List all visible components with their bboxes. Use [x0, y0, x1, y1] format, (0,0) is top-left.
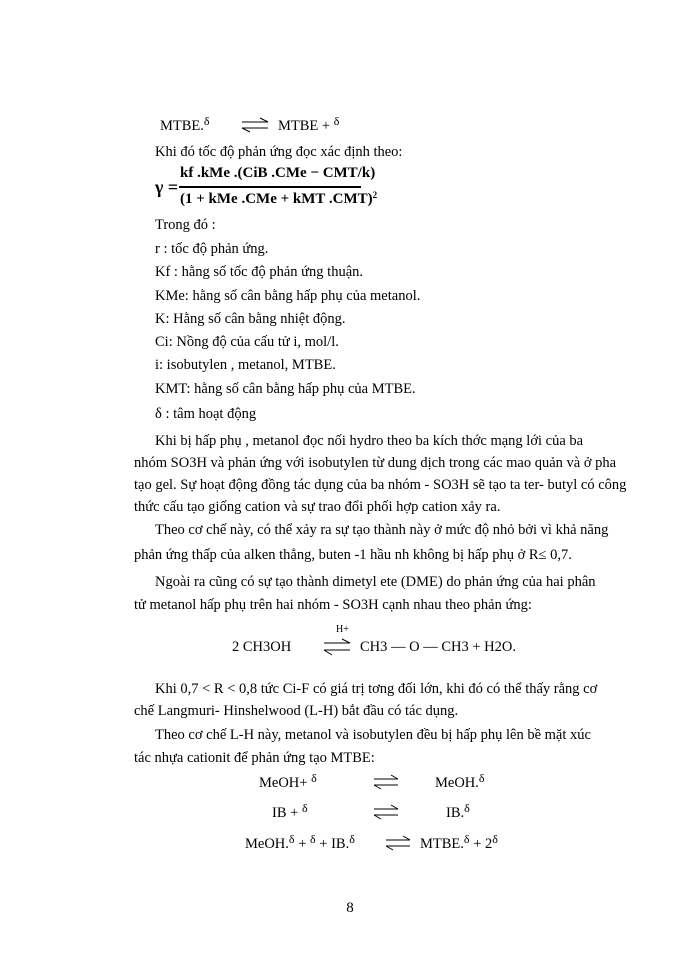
para2-line2: phản ứng thấp của alken thẳng, buten -1 hầu nh không bị hấp phụ ở R≤ 0,7.: [134, 547, 572, 563]
lh-eq3-left: MeOH.$^\delta$ + $^\delta$ + IB.$^\delta$: [245, 832, 355, 852]
para1-line2: nhóm SO3H và phản ứng với isobutylen từ dung dịch trong các mao quản và ở pha: [134, 455, 617, 471]
para1-line3: tạo gel. Sự hoạt động đồng tác dụng của ba nhóm - SO3H sẽ tạo ta ter- butyl có công: [134, 477, 627, 493]
delta-symbol: δ: [464, 801, 470, 815]
formula-numerator: kf .kMe .(CiB .CMe − CMT/k): [180, 165, 376, 181]
where-heading: Trong đó :: [155, 217, 216, 233]
para5-line2: tác nhựa cationit để phản ứng tạo MTBE:: [134, 750, 375, 766]
lh-eq1-right: MeOH.$^\delta$: [435, 771, 485, 791]
para1-line1: Khi bị hấp phụ , metanol đọc nối hydro theo ba kích thớc mạng lới của ba: [155, 433, 584, 449]
equilibrium-arrow-icon: [372, 803, 402, 821]
equation-mtbe-desorption: [160, 114, 210, 135]
lh-eq1-left: MeOH+ $^\delta$: [259, 771, 317, 791]
equation-mtbe-desorption-right: [278, 114, 340, 135]
lh-eq2-left: IB + $^\delta$: [272, 801, 308, 821]
para4-line2: chế Langmuri- Hinshelwood (L-H) bắt đầu có tác dụng.: [134, 703, 459, 719]
page-number: 8: [346, 900, 354, 916]
dme-eq-left: 2 CH3OH: [232, 639, 292, 655]
equilibrium-arrow-icon: [320, 636, 352, 658]
delta-symbol: δ: [349, 832, 355, 846]
eq-right-text: MTBE +: [278, 118, 334, 134]
para5-line1: Theo cơ chế L-H này, metanol và isobutylen đều bị hấp phụ lên bề mặt xúc: [155, 727, 591, 743]
delta-symbol: δ: [288, 832, 295, 846]
equilibrium-arrow-icon: [372, 773, 402, 791]
definition-i: i: isobutylen , metanol, MTBE.: [155, 357, 336, 373]
rate-formula: [155, 165, 378, 215]
delta-symbol: δ: [301, 801, 308, 815]
delta-symbol: δ: [311, 771, 317, 785]
fraction-bar: [179, 186, 361, 188]
delta-symbol: δ: [203, 114, 210, 128]
eq-left-text: MTBE.: [160, 118, 204, 134]
para3-line2: tử metanol hấp phụ trên hai nhóm - SO3H cạnh nhau theo phản ứng:: [134, 597, 532, 613]
para2-line1: Theo cơ chế này, có thể xảy ra sự tạo thành này ở mức độ nhỏ bởi vì khả năng: [155, 522, 609, 538]
formula-lhs: γ =: [155, 177, 179, 197]
para3-line1: Ngoài ra cũng có sự tạo thành dimetyl ete (DME) do phản ứng của hai phân: [155, 574, 596, 590]
delta-symbol: δ: [463, 832, 470, 846]
dme-eq-right: CH3 — O — CH3 + H2O.: [360, 639, 517, 655]
definition-ci: Ci: Nồng độ của cấu tử i, mol/l.: [155, 334, 339, 350]
delta-symbol: δ: [492, 832, 498, 846]
definition-r: r : tốc độ phản ứng.: [155, 241, 269, 257]
lh-eq3-right: MTBE.$^\delta$ + $2^\delta$: [420, 832, 498, 852]
formula-denominator: (1 + kMe .CMe + kMT .CMT)$^2$: [180, 190, 378, 207]
definition-kmt: KMT: hằng số cân bằng hấp phụ của MTBE.: [155, 381, 416, 397]
definition-kme: KMe: hằng số cân bằng hấp phụ của metanol.: [155, 288, 421, 304]
equilibrium-arrow-icon: [384, 834, 414, 852]
para1-line4: thức cấu tạo giống cation và sự trao đổi phối hợp cation xảy ra.: [134, 499, 501, 515]
dme-catalyst: H+: [336, 624, 349, 635]
delta-symbol: δ: [478, 771, 485, 785]
rate-intro-text: Khi đó tốc độ phản ứng đọc xác định theo:: [155, 144, 403, 160]
lh-eq2-right: IB.$^\delta$: [446, 801, 470, 821]
definition-kf: Kf : hằng số tốc độ phản ứng thuận.: [155, 264, 364, 280]
delta-symbol: δ: [310, 832, 316, 846]
definition-delta: δ : tâm hoạt động: [155, 406, 257, 422]
definition-k: K: Hằng số cân bằng nhiệt động.: [155, 311, 346, 327]
para4-line1: Khi 0,7 < R < 0,8 tức Ci-F có giá trị tơng đối lớn, khi đó có thể thấy rằng cơ: [155, 681, 598, 697]
equilibrium-arrow-icon: [240, 116, 270, 134]
delta-symbol: δ: [333, 114, 340, 128]
